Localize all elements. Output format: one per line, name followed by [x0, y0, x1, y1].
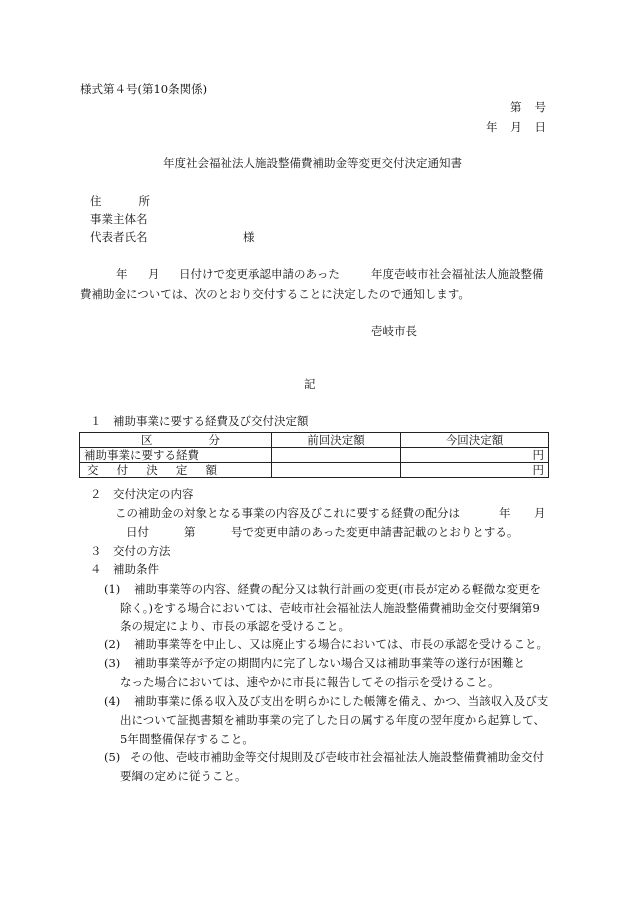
section-2-line-1: この補助金の対象となる事業の内容及びこれに要する経費の配分は 年 月 [115, 506, 546, 520]
document-date-line: 年 月 日 [486, 120, 546, 134]
issuer: 壱岐市長 [371, 324, 417, 338]
ki-marker: 記 [304, 377, 316, 391]
section-3-heading: ３ 交付の方法 [90, 544, 171, 558]
section-2-heading: ２ 交付決定の内容 [90, 487, 194, 501]
row-curr-value: 円 [401, 448, 549, 463]
condition-number: (5) [104, 750, 121, 764]
header-previous-amount: 前回決定額 [272, 433, 401, 448]
form-label: 様式第４号(第10条関係) [80, 82, 208, 96]
table-header-row [80, 433, 549, 448]
condition-number: (3) [104, 656, 121, 670]
row-curr-value: 円 [401, 463, 549, 478]
table-row [80, 463, 549, 478]
honorific: 様 [243, 230, 255, 244]
document-number-line: 第 号 [510, 100, 546, 114]
entity-label: 事業主体名 [90, 212, 148, 226]
body-line-2: 費補助金については、次のとおり交付することに決定したので通知します。 [80, 287, 470, 301]
condition-number: (1) [104, 582, 121, 596]
row-label: 補助事業に要する経費 [80, 448, 272, 463]
document-title: 年度社会福祉法人施設整備費補助金等変更交付決定通知書 [163, 156, 462, 170]
body-line-1: 年 月 日付けで変更承認申請のあった 年度壱岐市社会福祉法人施設整備 [116, 267, 544, 281]
condition-number: (2) [104, 637, 121, 651]
row-prev-value [272, 448, 401, 463]
row-prev-value [272, 463, 401, 478]
table-row [80, 448, 549, 463]
row-label: 交 付 決 定 額 [80, 463, 272, 478]
address-label: 住 所 [90, 194, 150, 208]
header-current-amount: 今回決定額 [401, 433, 549, 448]
header-category: 区 分 [80, 433, 272, 448]
section-4-heading: ４ 補助条件 [90, 562, 159, 576]
condition-number: (4) [104, 694, 121, 708]
section-2-line-2: 日付 第 号で変更申請のあった変更申請書記載のとおりとする。 [126, 525, 519, 539]
section-1-heading: １ 補助事業に要する経費及び交付決定額 [90, 414, 309, 428]
grant-table [79, 432, 549, 478]
representative-label: 代表者氏名 [90, 230, 148, 244]
